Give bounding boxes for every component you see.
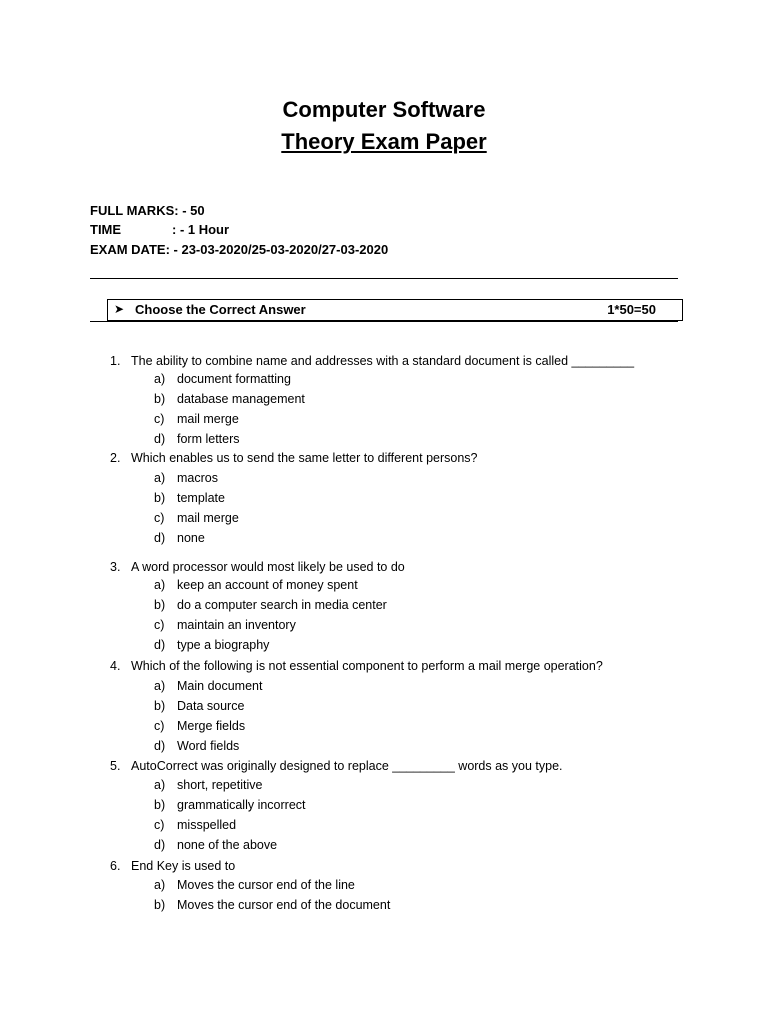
question-6-option	[154, 897, 390, 913]
question-text: A word processor would most likely be used to do	[131, 560, 405, 574]
document-title: Computer Software	[282, 97, 486, 122]
time-value: : - 1 Hour	[172, 222, 230, 237]
option-letter: b)	[154, 598, 166, 612]
question-1-option	[154, 431, 240, 447]
question-6	[110, 858, 235, 874]
option-letter: d)	[154, 638, 166, 652]
option-letter: b)	[154, 699, 166, 713]
question-1-option	[154, 391, 305, 407]
option-letter: d)	[154, 432, 166, 446]
question-1-option	[154, 411, 239, 427]
question-6-option	[154, 877, 355, 893]
option-text: none	[177, 531, 205, 545]
option-text: document formatting	[177, 372, 291, 386]
question-text: Which of the following is not essential component to perform a mail merge operation?	[131, 659, 603, 673]
question-text: AutoCorrect was originally designed to replace _________ words as you type.	[131, 759, 563, 773]
option-letter: c)	[154, 818, 165, 832]
question-number: 2.	[110, 451, 121, 465]
section-header	[107, 299, 683, 321]
full-marks	[90, 201, 205, 220]
option-letter: b)	[154, 392, 166, 406]
option-text: macros	[177, 471, 218, 485]
option-letter: c)	[154, 511, 165, 525]
question-number: 6.	[110, 859, 121, 873]
question-3	[110, 559, 405, 575]
question-4-option	[154, 678, 262, 694]
option-letter: c)	[154, 618, 165, 632]
option-text: maintain an inventory	[177, 618, 296, 632]
question-number: 4.	[110, 659, 121, 673]
question-3-option	[154, 597, 387, 613]
option-text: Data source	[177, 699, 245, 713]
option-letter: c)	[154, 719, 165, 733]
exam-date	[90, 240, 388, 259]
question-text: The ability to combine name and addresses with a standard document is called _________	[131, 354, 635, 368]
question-2-option	[154, 510, 239, 526]
option-text: keep an account of money spent	[177, 578, 358, 592]
full-marks-text: FULL MARKS: - 50	[90, 203, 205, 218]
question-number: 1.	[110, 354, 121, 368]
question-2-option	[154, 530, 205, 546]
question-4	[110, 658, 603, 674]
option-text: Word fields	[177, 739, 240, 753]
option-text: Main document	[177, 679, 263, 693]
option-letter: a)	[154, 578, 166, 592]
question-2-option	[154, 470, 218, 486]
question-5-option	[154, 777, 262, 793]
option-text: do a computer search in media center	[177, 598, 387, 612]
question-5	[110, 758, 563, 774]
question-number: 3.	[110, 560, 121, 574]
arrow-bullet-icon: ➤	[114, 302, 125, 316]
option-text: Moves the cursor end of the document	[177, 898, 391, 912]
option-text: mail merge	[177, 412, 239, 426]
question-5-option	[154, 837, 277, 853]
option-text: none of the above	[177, 838, 278, 852]
question-text: End Key is used to	[131, 859, 236, 873]
option-letter: d)	[154, 531, 166, 545]
question-3-option	[154, 577, 358, 593]
question-2	[110, 450, 478, 466]
question-text: Which enables us to send the same letter to different persons?	[131, 451, 478, 465]
option-text: Moves the cursor end of the line	[177, 878, 355, 892]
option-text: database management	[177, 392, 305, 406]
question-2-option	[154, 490, 225, 506]
section-title: Choose the Correct Answer	[135, 302, 306, 317]
document-subtitle: Theory Exam Paper	[281, 129, 487, 154]
option-letter: a)	[154, 471, 166, 485]
option-letter: b)	[154, 898, 166, 912]
question-5-option	[154, 797, 306, 813]
option-text: mail merge	[177, 511, 239, 525]
question-3-option	[154, 617, 296, 633]
section-underline	[90, 321, 678, 322]
question-3-option	[154, 637, 269, 653]
option-text: misspelled	[177, 818, 237, 832]
section-marks: 1*50=50	[607, 302, 656, 317]
option-text: grammatically incorrect	[177, 798, 306, 812]
question-4-option	[154, 738, 239, 754]
question-number: 5.	[110, 759, 121, 773]
header-divider	[90, 278, 678, 279]
exam-time	[90, 220, 229, 239]
option-letter: d)	[154, 838, 166, 852]
question-5-option	[154, 817, 236, 833]
option-text: short, repetitive	[177, 778, 263, 792]
option-letter: b)	[154, 798, 166, 812]
question-4-option	[154, 698, 244, 714]
option-letter: a)	[154, 778, 166, 792]
time-label: TIME	[90, 222, 122, 237]
exam-date-text: EXAM DATE: - 23-03-2020/25-03-2020/27-03-2020	[90, 242, 389, 257]
question-4-option	[154, 718, 245, 734]
option-letter: a)	[154, 878, 166, 892]
option-text: type a biography	[177, 638, 270, 652]
option-letter: d)	[154, 739, 166, 753]
question-1	[110, 353, 634, 369]
option-letter: b)	[154, 491, 166, 505]
option-letter: a)	[154, 372, 166, 386]
option-letter: a)	[154, 679, 166, 693]
question-1-option	[154, 371, 291, 387]
option-text: Merge fields	[177, 719, 246, 733]
option-text: template	[177, 491, 225, 505]
option-letter: c)	[154, 412, 165, 426]
option-text: form letters	[177, 432, 240, 446]
